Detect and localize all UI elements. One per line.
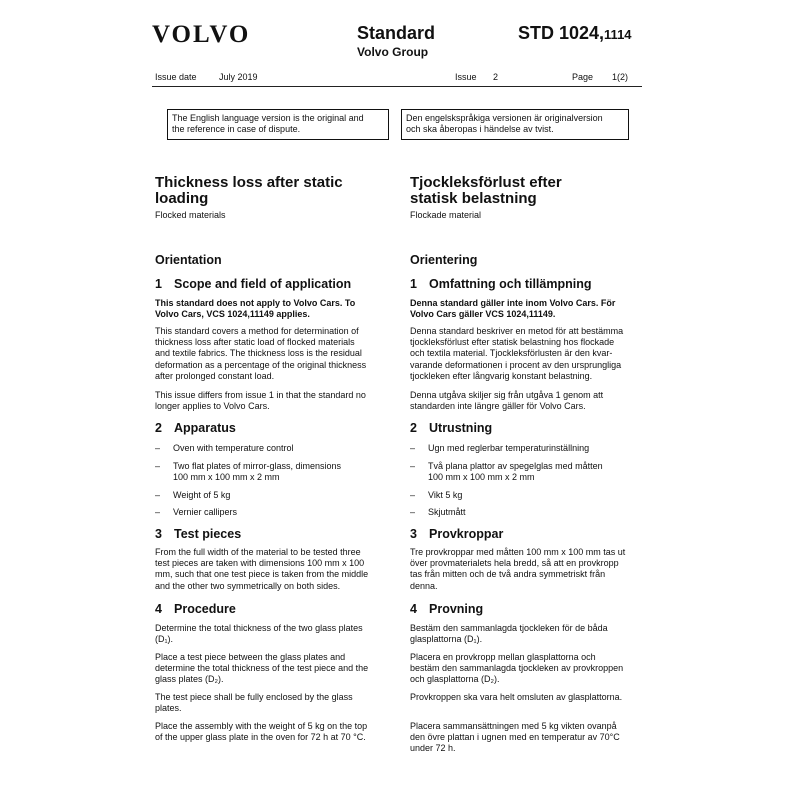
standard-number-main: STD 1024, [518, 23, 605, 43]
dash-bullet: – [410, 507, 416, 517]
procedure-step2-sv-line1: Placera en provkropp mellan glasplattorna och [410, 652, 596, 662]
title-en-line1: Thickness loss after static [155, 174, 343, 191]
issue-diff-sv-line1: Denna utgåva skiljer sig från utgåva 1 genom att [410, 390, 604, 400]
issue-date-label: Issue date [155, 72, 197, 82]
procedure-step1-en-line2: (D₁). [155, 634, 174, 645]
list-item-en [155, 507, 380, 518]
volvo-logo: VOLVO [152, 21, 251, 48]
section-1-heading-sv [410, 277, 642, 291]
title-sv [410, 175, 642, 207]
procedure-step3-sv [410, 692, 642, 703]
scope-note-sv-line1: Denna standard gäller inte inom Volvo Cars. För [410, 298, 616, 308]
scope-note-sv [410, 298, 642, 320]
section-4-title-sv: Provning [429, 602, 484, 616]
section-2-title-sv: Utrustning [429, 421, 493, 435]
standard-number-suffix: 1114 [604, 27, 632, 42]
scope-en-line5: after prolonged constant load. [155, 370, 275, 381]
scope-en-line2: thickness loss after static load of flocked materials [155, 337, 355, 348]
list-item-sv [410, 461, 642, 483]
apparatus-sv-4: Skjutmått [428, 507, 466, 517]
section-4-number-sv: 4 [410, 602, 417, 616]
section-3-heading-en [155, 527, 380, 541]
issue-value: 2 [493, 72, 499, 82]
list-item-sv [410, 490, 642, 501]
procedure-step2-en [155, 652, 380, 686]
dash-bullet: – [155, 443, 161, 453]
scope-note-en-line2: Volvo Cars, VCS 1024,11149 applies. [155, 309, 310, 320]
list-item-sv [410, 443, 642, 454]
procedure-step4-en-line1: Place the assembly with the weight of 5 kg on the top [155, 721, 368, 731]
dash-bullet: – [410, 490, 416, 500]
scope-en-line4: deformation as a percentage of the original thickness [155, 359, 367, 370]
procedure-step2-en-line2: determine the total thickness of the test piece and the [155, 663, 369, 674]
test-pieces-sv-line3: tas från mitten och de två andra symmetriskt från [410, 569, 606, 580]
scope-sv-line2: tjockleksförlust efter statisk belastning hos flockade [410, 337, 615, 348]
section-2-number-sv: 2 [410, 421, 417, 435]
page-value: 1(2) [612, 72, 629, 82]
scope-note-en-line1: This standard does not apply to Volvo Cars. To [155, 298, 356, 308]
procedure-step1-sv-line2: glasplattorna (D₁). [410, 634, 483, 645]
section-3-number-sv: 3 [410, 527, 417, 541]
procedure-step2-sv [410, 652, 642, 686]
section-3-number-en: 3 [155, 527, 162, 541]
header-divider [152, 86, 642, 87]
scope-note-sv-line2: Volvo Cars gäller VCS 1024,11149. [410, 309, 556, 320]
test-pieces-sv-line2: över provmaterialets hela bredd, så att en provkropp [410, 558, 619, 569]
notice-en-line1: The English language version is the original and [172, 113, 364, 123]
section-4-heading-en [155, 602, 380, 616]
test-pieces-paragraph-en [155, 547, 380, 592]
test-pieces-en-line4: and the other two symmetrically on both sides. [155, 580, 341, 591]
list-item-en [155, 443, 380, 454]
issue-date-value: July 2019 [219, 72, 258, 82]
section-1-title-en: Scope and field of application [174, 277, 352, 291]
section-2-number-en: 2 [155, 421, 162, 435]
scope-sv-line3: och textila material. Tjockleksförlusten är den kvar- [410, 348, 613, 359]
apparatus-en-3: Weight of 5 kg [173, 490, 231, 500]
notice-sv-line2: och ska åberopas i händelse av tvist. [406, 124, 554, 134]
section-2-heading-sv [410, 421, 642, 435]
procedure-step2-en-line3: glass plates (D₂). [155, 674, 224, 685]
dash-bullet: – [410, 461, 416, 471]
issue-diff-en-line1: This issue differs from issue 1 in that the standard no [155, 390, 366, 400]
section-1-heading-en [155, 277, 380, 291]
list-item-en [155, 490, 380, 501]
issue-diff-paragraph-en [155, 390, 380, 412]
section-3-title-sv: Provkroppar [429, 527, 504, 541]
procedure-step3-sv-line1: Provkroppen ska vara helt omsluten av glasplattorna. [410, 692, 623, 702]
scope-sv-line5: tjockleken efter långvarig konstant belastning. [410, 370, 593, 381]
apparatus-sv-3: Vikt 5 kg [428, 490, 463, 500]
apparatus-sv-1: Ugn med reglerbar temperaturinställning [428, 443, 590, 453]
apparatus-sv-2-line1: Två plana plattor av spegelglas med måtten [428, 461, 603, 471]
scope-en-line3: and textile fabrics. The thickness loss is the residual [155, 348, 362, 359]
title-en-line2: loading [155, 190, 209, 207]
procedure-step4-en [155, 721, 380, 743]
procedure-step4-sv [410, 721, 642, 755]
test-pieces-sv-line4: denna. [410, 580, 438, 591]
section-4-title-en: Procedure [174, 602, 236, 616]
section-1-number-sv: 1 [410, 277, 417, 291]
procedure-step1-en-line1: Determine the total thickness of the two glass plates [155, 623, 363, 633]
section-2-title-en: Apparatus [174, 421, 236, 435]
apparatus-en-2-line2: 100 mm x 100 mm x 2 mm [173, 472, 280, 483]
scope-sv-line1: Denna standard beskriver en metod för att bestämma [410, 326, 624, 336]
apparatus-en-2-line1: Two flat plates of mirror-glass, dimensions [173, 461, 342, 471]
page-label: Page [572, 72, 594, 82]
apparatus-sv-2-line2: 100 mm x 100 mm x 2 mm [428, 472, 535, 483]
section-4-number-en: 4 [155, 602, 162, 616]
issue-diff-paragraph-sv [410, 390, 642, 412]
section-4-heading-sv [410, 602, 642, 616]
notice-box-english [167, 109, 389, 140]
procedure-step1-sv [410, 623, 642, 645]
procedure-step3-en [155, 692, 380, 714]
notice-box-swedish [401, 109, 629, 140]
orientation-heading-sv: Orientering [410, 253, 478, 267]
dash-bullet: – [155, 490, 161, 500]
test-pieces-en-line3: mm, such that one test piece is taken from the middle [155, 569, 369, 580]
issue-label: Issue [455, 72, 477, 82]
list-item-en [155, 461, 380, 483]
scope-en-line1: This standard covers a method for determination of [155, 326, 359, 336]
test-pieces-paragraph-sv [410, 547, 642, 592]
document-type: Standard [357, 23, 436, 43]
section-3-heading-sv [410, 527, 642, 541]
procedure-step1-en [155, 623, 380, 645]
section-3-title-en: Test pieces [174, 527, 242, 541]
procedure-step4-sv-line2: den övre plattan i ugnen med en temperatur av 70°C [410, 732, 620, 743]
issue-diff-en-line2: longer applies to Volvo Cars. [155, 401, 270, 412]
scope-paragraph-sv [410, 326, 642, 382]
test-pieces-en-line1: From the full width of the material to be tested three [155, 547, 361, 557]
title-sv-line1: Tjockleksförlust efter [410, 174, 562, 191]
title-sv-line2: statisk belastning [410, 190, 537, 207]
procedure-step2-sv-line2: bestäm den sammanlagda tjockleken av provkroppen [410, 663, 624, 674]
dash-bullet: – [155, 461, 161, 471]
procedure-step4-en-line2: of the upper glass plate in the oven for 72 h at 70 °C. [155, 732, 366, 743]
list-item-sv [410, 507, 642, 518]
test-pieces-sv-line1: Tre provkroppar med måtten 100 mm x 100 mm tas ut [410, 547, 626, 557]
notice-sv-line1: Den engelskspråkiga versionen är originalversion [406, 113, 603, 123]
section-1-title-sv: Omfattning och tillämpning [429, 277, 592, 291]
procedure-step4-sv-line3: under 72 h. [410, 743, 456, 754]
procedure-step4-sv-line1: Placera sammansättningen med 5 kg vikten ovanpå [410, 721, 617, 731]
subtitle-sv: Flockade material [410, 210, 482, 220]
organization: Volvo Group [357, 45, 429, 59]
notice-en-line2: the reference in case of dispute. [172, 124, 301, 134]
procedure-step2-en-line1: Place a test piece between the glass plates and [155, 652, 346, 662]
procedure-step3-en-line1: The test piece shall be fully enclosed by the glass [155, 692, 353, 702]
procedure-step3-en-line2: plates. [155, 703, 182, 714]
section-2-heading-en [155, 421, 380, 435]
test-pieces-en-line2: test pieces are taken with dimensions 100 mm x 100 [155, 558, 365, 569]
scope-paragraph-en [155, 326, 380, 382]
dash-bullet: – [155, 507, 161, 517]
procedure-step2-sv-line3: och glasplattorna (D₂). [410, 674, 500, 685]
orientation-heading-en: Orientation [155, 253, 222, 267]
title-en [155, 175, 380, 207]
scope-sv-line4: varande deformationen i procent av den ursprungliga [410, 359, 622, 370]
section-1-number-en: 1 [155, 277, 162, 291]
issue-diff-sv-line2: standarden inte längre gäller för Volvo Cars. [410, 401, 586, 412]
scope-note-en [155, 298, 380, 320]
procedure-step1-sv-line1: Bestäm den sammanlagda tjockleken för de båda [410, 623, 608, 633]
apparatus-en-1: Oven with temperature control [173, 443, 294, 453]
subtitle-en: Flocked materials [155, 210, 226, 220]
apparatus-en-4: Vernier callipers [173, 507, 238, 517]
dash-bullet: – [410, 443, 416, 453]
standard-number [518, 23, 632, 45]
